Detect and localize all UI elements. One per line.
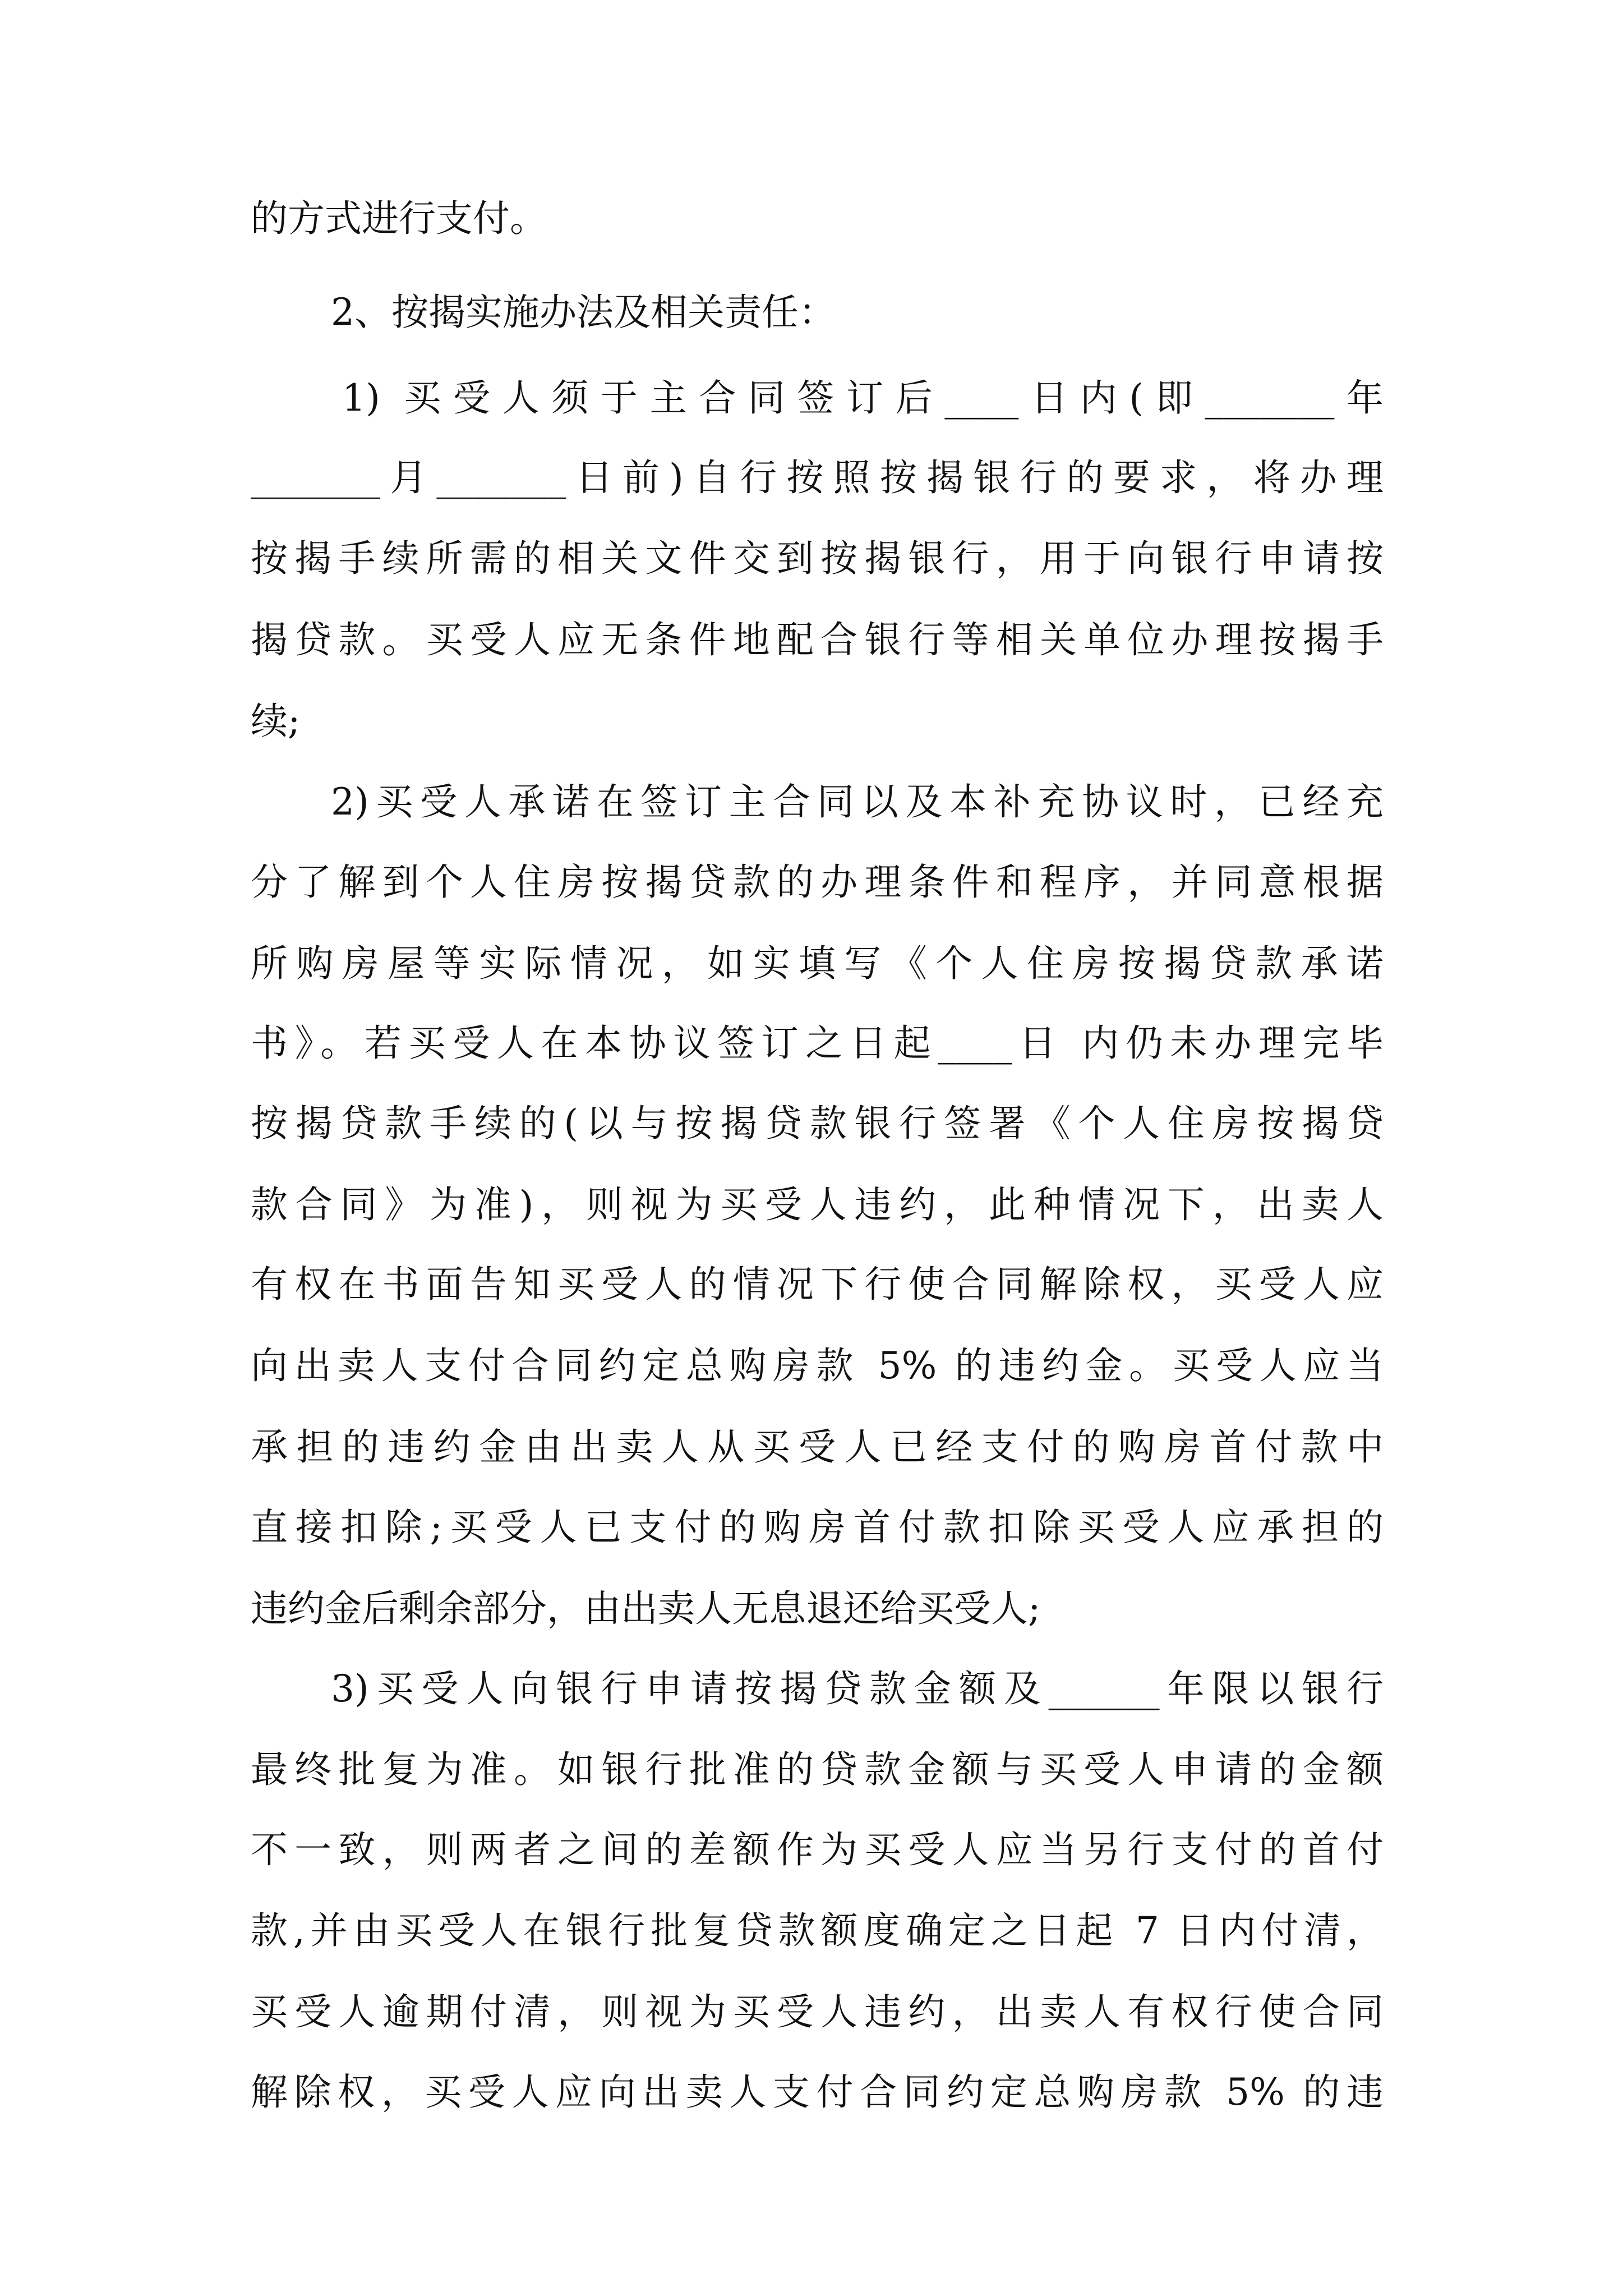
text-line: 不一致，则两者之间的差额作为买受人应当另行支付的首付 — [251, 1828, 1384, 1871]
text-line: 款合同》为准)，则视为买受人违约，此种情况下，出卖人 — [251, 1183, 1384, 1226]
text-line: 款,并由买受人在银行批复贷款额度确定之日起 7 日内付清， — [251, 1909, 1384, 1952]
text-line: 1) 买受人须于主合同签订后____日内(即_______年 — [342, 376, 1384, 420]
text-line: _______月_______日前)自行按照按揭银行的要求，将办理 — [251, 456, 1384, 499]
text-line: 解除权，买受人应向出卖人支付合同约定总购房款 5% 的违 — [251, 2070, 1384, 2114]
text-line: 买受人逾期付清，则视为买受人违约，出卖人有权行使合同 — [251, 1990, 1384, 2033]
text-line: 3)买受人向银行申请按揭贷款金额及______年限以银行 — [331, 1667, 1384, 1710]
text-line: 按揭贷款手续的(以与按揭贷款银行签署《个人住房按揭贷 — [251, 1102, 1384, 1145]
text-line: 承担的违约金由出卖人从买受人已经支付的购房首付款中 — [251, 1425, 1384, 1469]
section-heading: 2、按揭实施办法及相关责任： — [331, 291, 836, 334]
text-line: 所购房屋等实际情况，如实填写《个人住房按揭贷款承诺 — [251, 942, 1384, 985]
text-line: 的方式进行支付。 — [251, 197, 547, 240]
text-line: 违约金后剩余部分，由出卖人无息退还给买受人; — [251, 1587, 1041, 1630]
text-line: 续; — [251, 700, 301, 743]
text-line: 揭贷款。买受人应无条件地配合银行等相关单位办理按揭手 — [251, 618, 1384, 661]
text-line: 2)买受人承诺在签订主合同以及本补充协议时，已经充 — [331, 780, 1384, 823]
text-line: 向出卖人支付合同约定总购房款 5% 的违约金。买受人应当 — [251, 1344, 1384, 1387]
text-line: 书》。若买受人在本协议签订之日起____日 内仍未办理完毕 — [251, 1022, 1384, 1065]
text-line: 有权在书面告知买受人的情况下行使合同解除权，买受人应 — [251, 1263, 1384, 1306]
text-line: 分了解到个人住房按揭贷款的办理条件和程序，并同意根据 — [251, 861, 1384, 904]
text-line: 最终批复为准。如银行批准的贷款金额与买受人申请的金额 — [251, 1748, 1384, 1791]
text-line: 直接扣除;买受人已支付的购房首付款扣除买受人应承担的 — [251, 1506, 1384, 1549]
text-line: 按揭手续所需的相关文件交到按揭银行，用于向银行申请按 — [251, 537, 1384, 580]
